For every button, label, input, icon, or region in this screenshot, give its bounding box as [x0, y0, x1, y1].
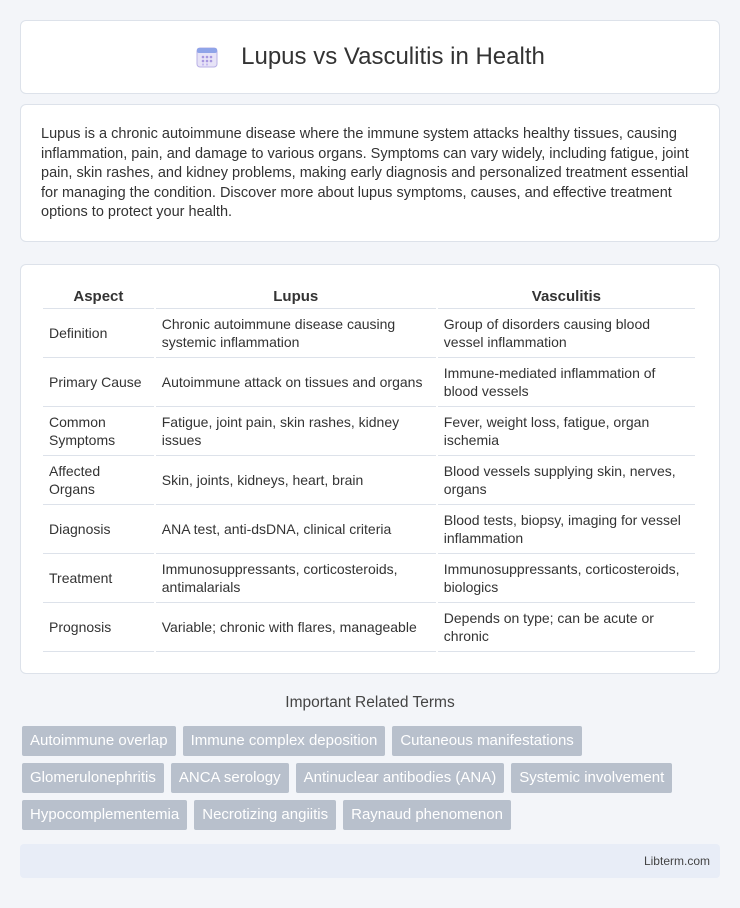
header-aspect: Aspect — [43, 285, 154, 309]
cell-vasculitis: Depends on type; can be acute or chronic — [438, 603, 695, 652]
tag-link[interactable]: Necrotizing angiitis — [194, 800, 336, 830]
cell-lupus: Immunosuppressants, corticosteroids, antimalarials — [156, 554, 436, 603]
cell-aspect: Treatment — [43, 554, 154, 603]
intro-text: Lupus is a chronic autoimmune disease where the immune system attacks healthy tissues, causing inflammation, pain, and damage to various organs. Symptoms can vary widely, including fatigue, joint pain, skin rashes, and kidney problems, making early diagnosis and personalized treatment essential for managing the condition. Discover more about lupus symptoms, causes, and effective treatment options to protect your health. — [41, 126, 689, 220]
table-row — [43, 603, 695, 652]
table-row — [43, 554, 695, 603]
cell-aspect: Primary Cause — [43, 358, 154, 407]
header-vasculitis: Vasculitis — [438, 285, 695, 309]
cell-aspect: Common Symptoms — [43, 407, 154, 456]
tag-link[interactable]: Immune complex deposition — [183, 726, 386, 756]
cell-vasculitis: Blood vessels supplying skin, nerves, organs — [438, 456, 695, 505]
cell-aspect: Prognosis — [43, 603, 154, 652]
header-lupus: Lupus — [156, 285, 436, 309]
tag-row — [22, 763, 722, 793]
cell-lupus: Skin, joints, kidneys, heart, brain — [156, 456, 436, 505]
cell-aspect: Definition — [43, 309, 154, 358]
table-row — [43, 505, 695, 554]
table-row — [43, 407, 695, 456]
cell-lupus: Variable; chronic with flares, manageable — [156, 603, 436, 652]
cell-vasculitis: Fever, weight loss, fatigue, organ ischemia — [438, 407, 695, 456]
tag-link[interactable]: Glomerulonephritis — [22, 763, 164, 793]
tag-row — [22, 726, 722, 756]
cell-lupus: Autoimmune attack on tissues and organs — [156, 358, 436, 407]
tag-row — [22, 800, 722, 830]
footer-site-link[interactable]: Libterm.com — [643, 854, 710, 868]
cell-lupus: Fatigue, joint pain, skin rashes, kidney issues — [156, 407, 436, 456]
calendar-icon — [195, 45, 219, 69]
comparison-table — [41, 285, 697, 652]
table-header-row — [43, 285, 695, 309]
tag-link[interactable]: ANCA serology — [171, 763, 289, 793]
cell-lupus: Chronic autoimmune disease causing systemic inflammation — [156, 309, 436, 358]
cell-vasculitis: Group of disorders causing blood vessel inflammation — [438, 309, 695, 358]
tag-link[interactable]: Cutaneous manifestations — [392, 726, 581, 756]
cell-vasculitis: Blood tests, biopsy, imaging for vessel inflammation — [438, 505, 695, 554]
tag-link[interactable]: Raynaud phenomenon — [343, 800, 511, 830]
table-row — [43, 358, 695, 407]
tag-link[interactable]: Systemic involvement — [511, 763, 672, 793]
footer — [20, 844, 720, 878]
page-header — [20, 20, 720, 94]
page-title: Lupus vs Vasculitis in Health — [241, 43, 545, 70]
cell-vasculitis: Immunosuppressants, corticosteroids, biologics — [438, 554, 695, 603]
cell-aspect: Diagnosis — [43, 505, 154, 554]
intro-card — [20, 104, 720, 242]
table-row — [43, 456, 695, 505]
related-terms-title: Important Related Terms — [285, 694, 455, 711]
cell-vasculitis: Immune-mediated inflammation of blood vessels — [438, 358, 695, 407]
tag-link[interactable]: Antinuclear antibodies (ANA) — [296, 763, 505, 793]
cell-aspect: Affected Organs — [43, 456, 154, 505]
related-terms — [22, 726, 722, 837]
cell-lupus: ANA test, anti-dsDNA, clinical criteria — [156, 505, 436, 554]
tag-link[interactable]: Hypocomplementemia — [22, 800, 187, 830]
tag-link[interactable]: Autoimmune overlap — [22, 726, 176, 756]
comparison-card — [20, 264, 720, 674]
table-row — [43, 309, 695, 358]
